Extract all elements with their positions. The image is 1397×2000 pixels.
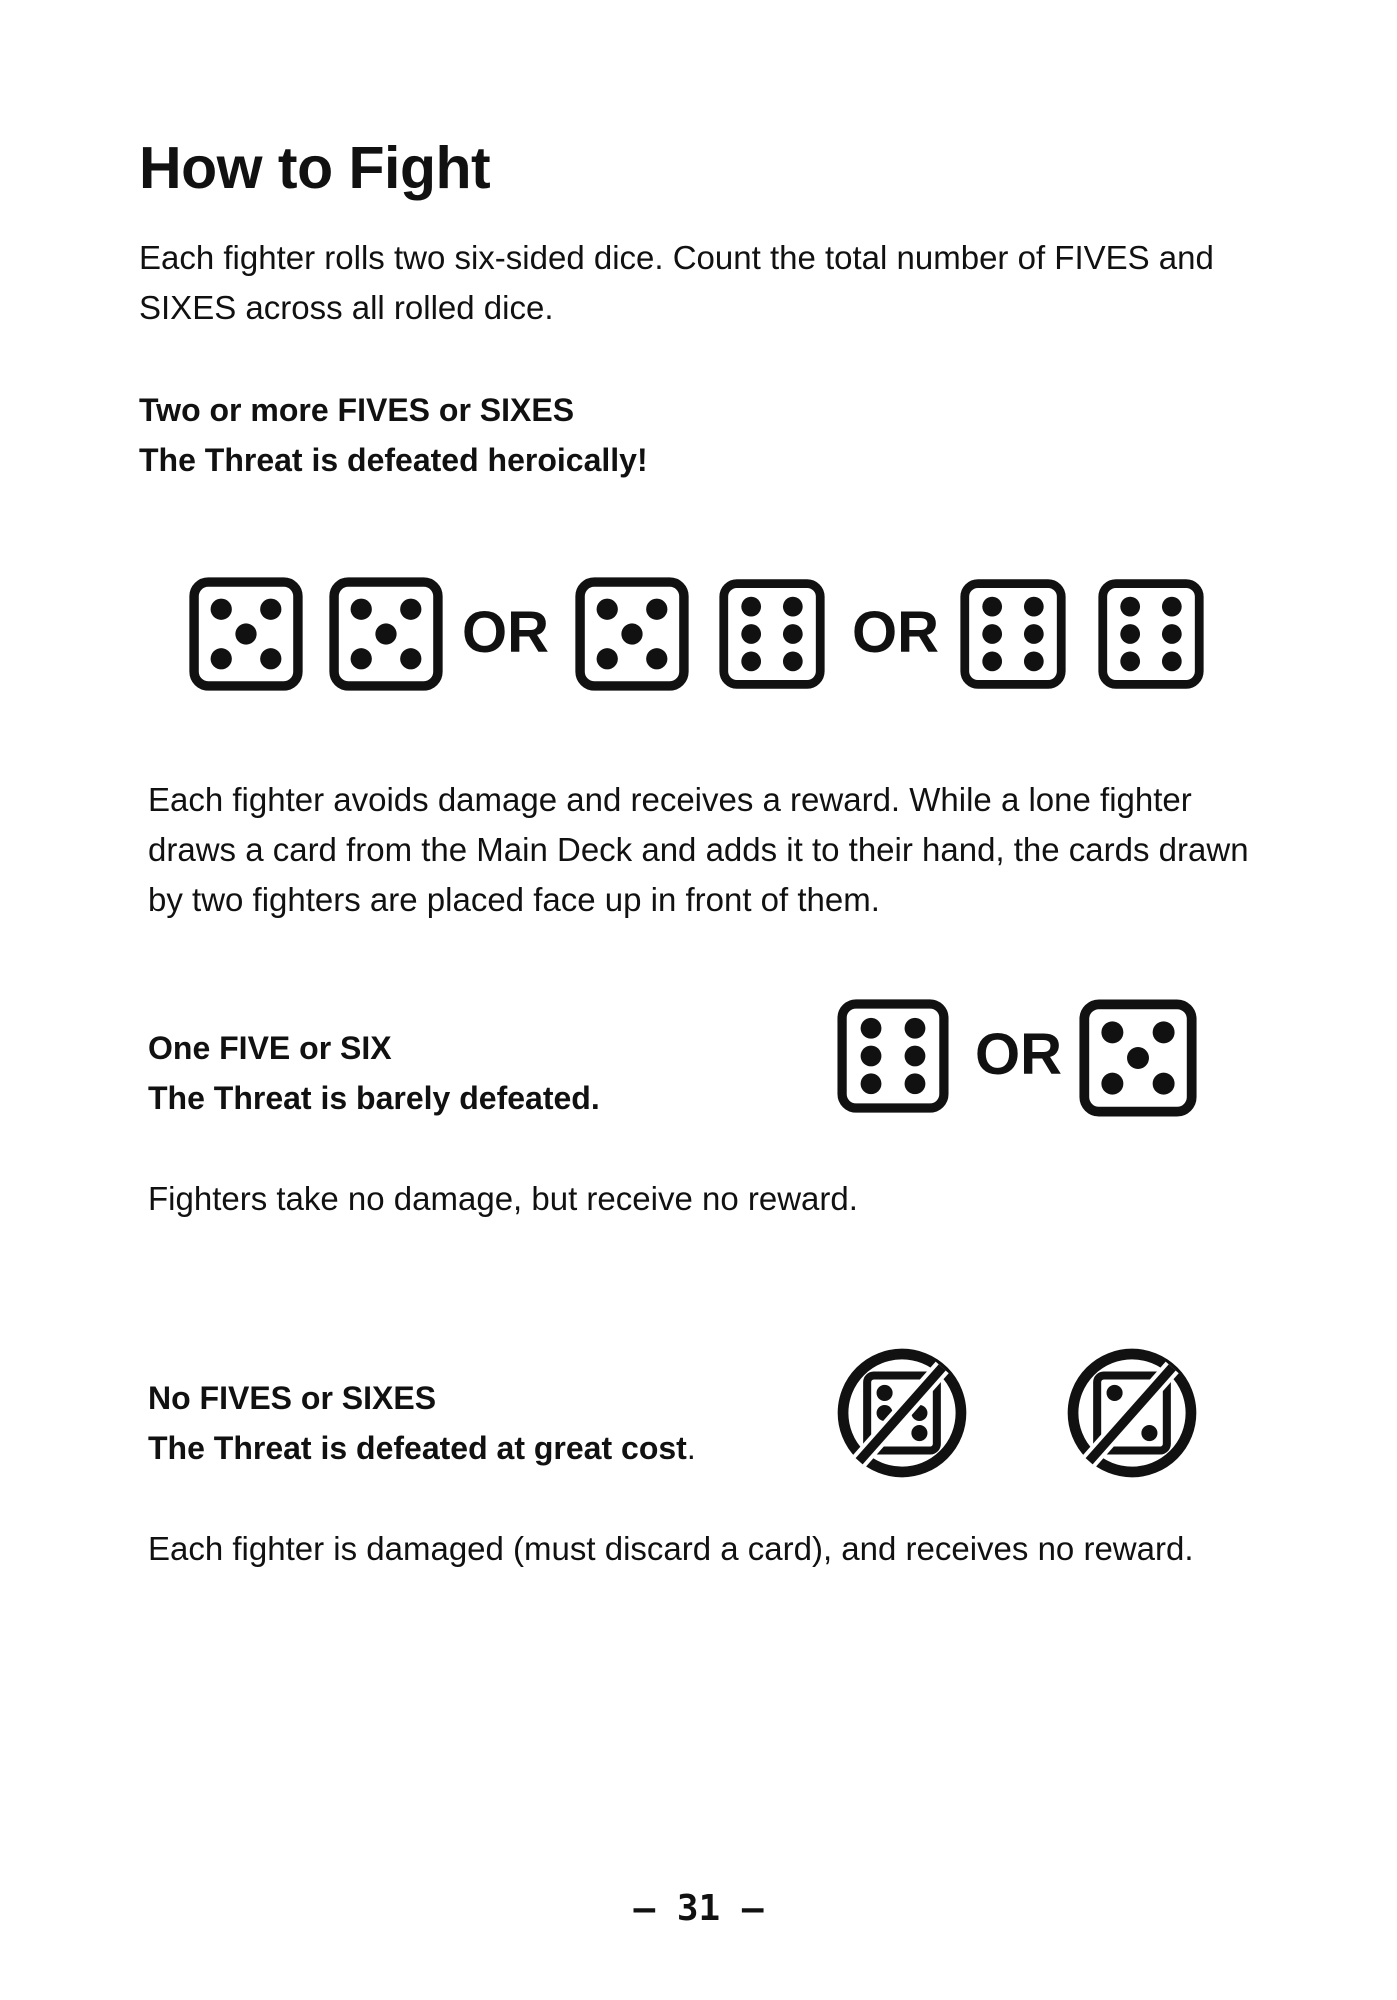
heroic-description: Each fighter avoids damage and receives a reward. While a lone fighter draws a card from the Main Deck and adds it to their hand, the cards drawn by two fighters are placed face up in front of them.: [148, 781, 1249, 918]
no-five-icon: [1065, 1346, 1199, 1480]
heroic-subheading: The Threat is defeated heroically!: [139, 442, 648, 478]
intro-paragraph: Each fighter rolls two six-sided dice. Count the total number of FIVES and SIXES across all rolled dice.: [139, 239, 1214, 326]
die-five-icon: [327, 575, 445, 693]
or-label: OR: [975, 1022, 1062, 1087]
barely-subheading: The Threat is barely defeated.: [148, 1080, 600, 1116]
die-five-icon: [573, 575, 691, 693]
die-six-icon: [717, 577, 827, 691]
die-five-icon: [187, 575, 305, 693]
cost-subheading-period: .: [686, 1430, 696, 1466]
die-six-icon: [835, 997, 951, 1115]
barely-description: Fighters take no damage, but receive no reward.: [148, 1180, 858, 1217]
die-six-icon: [958, 577, 1068, 691]
cost-subheading-text: The Threat is defeated at great cost: [148, 1430, 687, 1466]
cost-subheading: [148, 1423, 696, 1473]
or-label: OR: [462, 600, 549, 665]
or-label: OR: [852, 600, 939, 665]
heroic-heading: Two or more FIVES or SIXES: [139, 392, 575, 428]
barely-heading: One FIVE or SIX: [148, 1030, 392, 1066]
page-title: How to Fight: [139, 135, 491, 201]
cost-heading: No FIVES or SIXES: [148, 1380, 437, 1416]
die-six-icon: [1096, 577, 1206, 691]
page-number: – 31 –: [633, 1888, 764, 1929]
die-five-icon: [1077, 997, 1199, 1119]
cost-description: Each fighter is damaged (must discard a card), and receives no reward.: [148, 1530, 1194, 1567]
no-six-icon: [835, 1346, 969, 1480]
